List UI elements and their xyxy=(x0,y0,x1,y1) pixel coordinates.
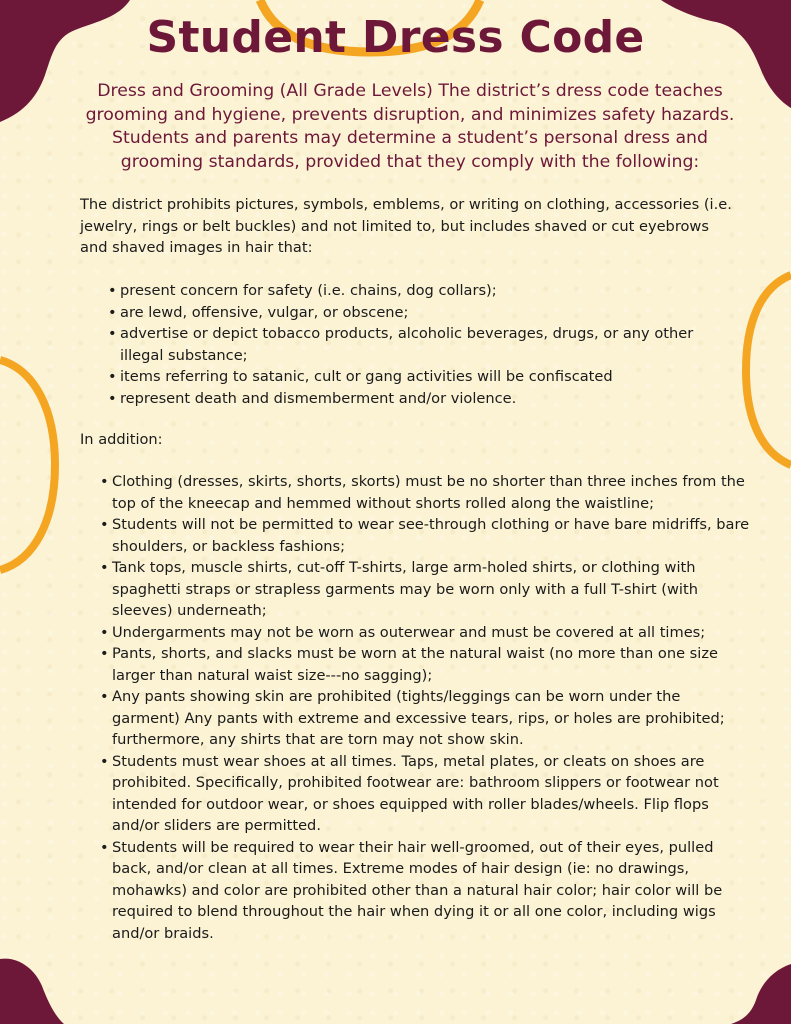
list-item: • present concern for safety (i.e. chains, dog collars); xyxy=(108,280,728,302)
intro-paragraph: Dress and Grooming (All Grade Levels) The district’s dress code teaches grooming and hygiene, prevents disruption, and minimizes safety hazards. Students and parents may determine a student’s personal dress and grooming standards, provided that they comply with the following: xyxy=(85,81,735,172)
page-title: Student Dress Code xyxy=(146,12,645,63)
list-item: • are lewd, offensive, vulgar, or obscene; xyxy=(108,302,728,324)
prohibited-items-list xyxy=(108,280,728,409)
prohibition-paragraph: The district prohibits pictures, symbols, emblems, or writing on clothing, accessories (i.e. jewelry, rings or belt buckles) and not limited to, but includes shaved or cut eyebrows and shaved images in hair that: xyxy=(80,196,732,256)
list-item: • Any pants showing skin are prohibited (tights/leggings can be worn under the garment) Any pants with extreme and excessive tears, rips, or holes are prohibited; furthermore, any shirts that are torn may not show skin. xyxy=(100,686,750,751)
list-item: • Undergarments may not be worn as outerwear and must be covered at all times; xyxy=(100,622,750,644)
list-item: • Clothing (dresses, skirts, shorts, skorts) must be no shorter than three inches from the top of the kneecap and hemmed without shorts rolled along the waistline; xyxy=(100,471,750,514)
list-item: • advertise or depict tobacco products, alcoholic beverages, drugs, or any other illegal substance; xyxy=(108,323,728,366)
list-item: • Tank tops, muscle shirts, cut-off T-shirts, large arm-holed shirts, or clothing with spaghetti straps or strapless garments may be worn only with a full T-shirt (with sleeves) underneath; xyxy=(100,557,750,622)
list-item: • Pants, shorts, and slacks must be worn at the natural waist (no more than one size larger than natural waist size---no sagging); xyxy=(100,643,750,686)
bottom-left-blob xyxy=(0,954,70,1024)
dress-rules-list xyxy=(100,471,750,944)
list-item: • Students will be required to wear their hair well-groomed, out of their eyes, pulled back, and/or clean at all times. Extreme modes of hair design (ie: no drawings, mohawks) and color are prohibited other than a natural hair color; hair color will be required to blend throughout the hair when dying it or all one color, including wigs and/or braids. xyxy=(100,837,750,945)
bottom-right-blob xyxy=(721,964,791,1024)
left-gold-ring xyxy=(0,350,60,580)
list-item: • Students must wear shoes at all times. Taps, metal plates, or cleats on shoes are prohibited. Specifically, prohibited footwear are: bathroom slippers or footwear not intended for outdoor wear, or shoes equipped with roller blades/wheels. Flip flops and/or sliders are permitted. xyxy=(100,751,750,837)
list-item: • Students will not be permitted to wear see-through clothing or have bare midriffs, bare shoulders, or backless fashions; xyxy=(100,514,750,557)
right-gold-ring xyxy=(741,270,791,470)
list-item: • items referring to satanic, cult or gang activities will be confiscated xyxy=(108,366,728,388)
in-addition-label: In addition: xyxy=(80,431,163,448)
list-item: • represent death and dismemberment and/or violence. xyxy=(108,388,728,410)
